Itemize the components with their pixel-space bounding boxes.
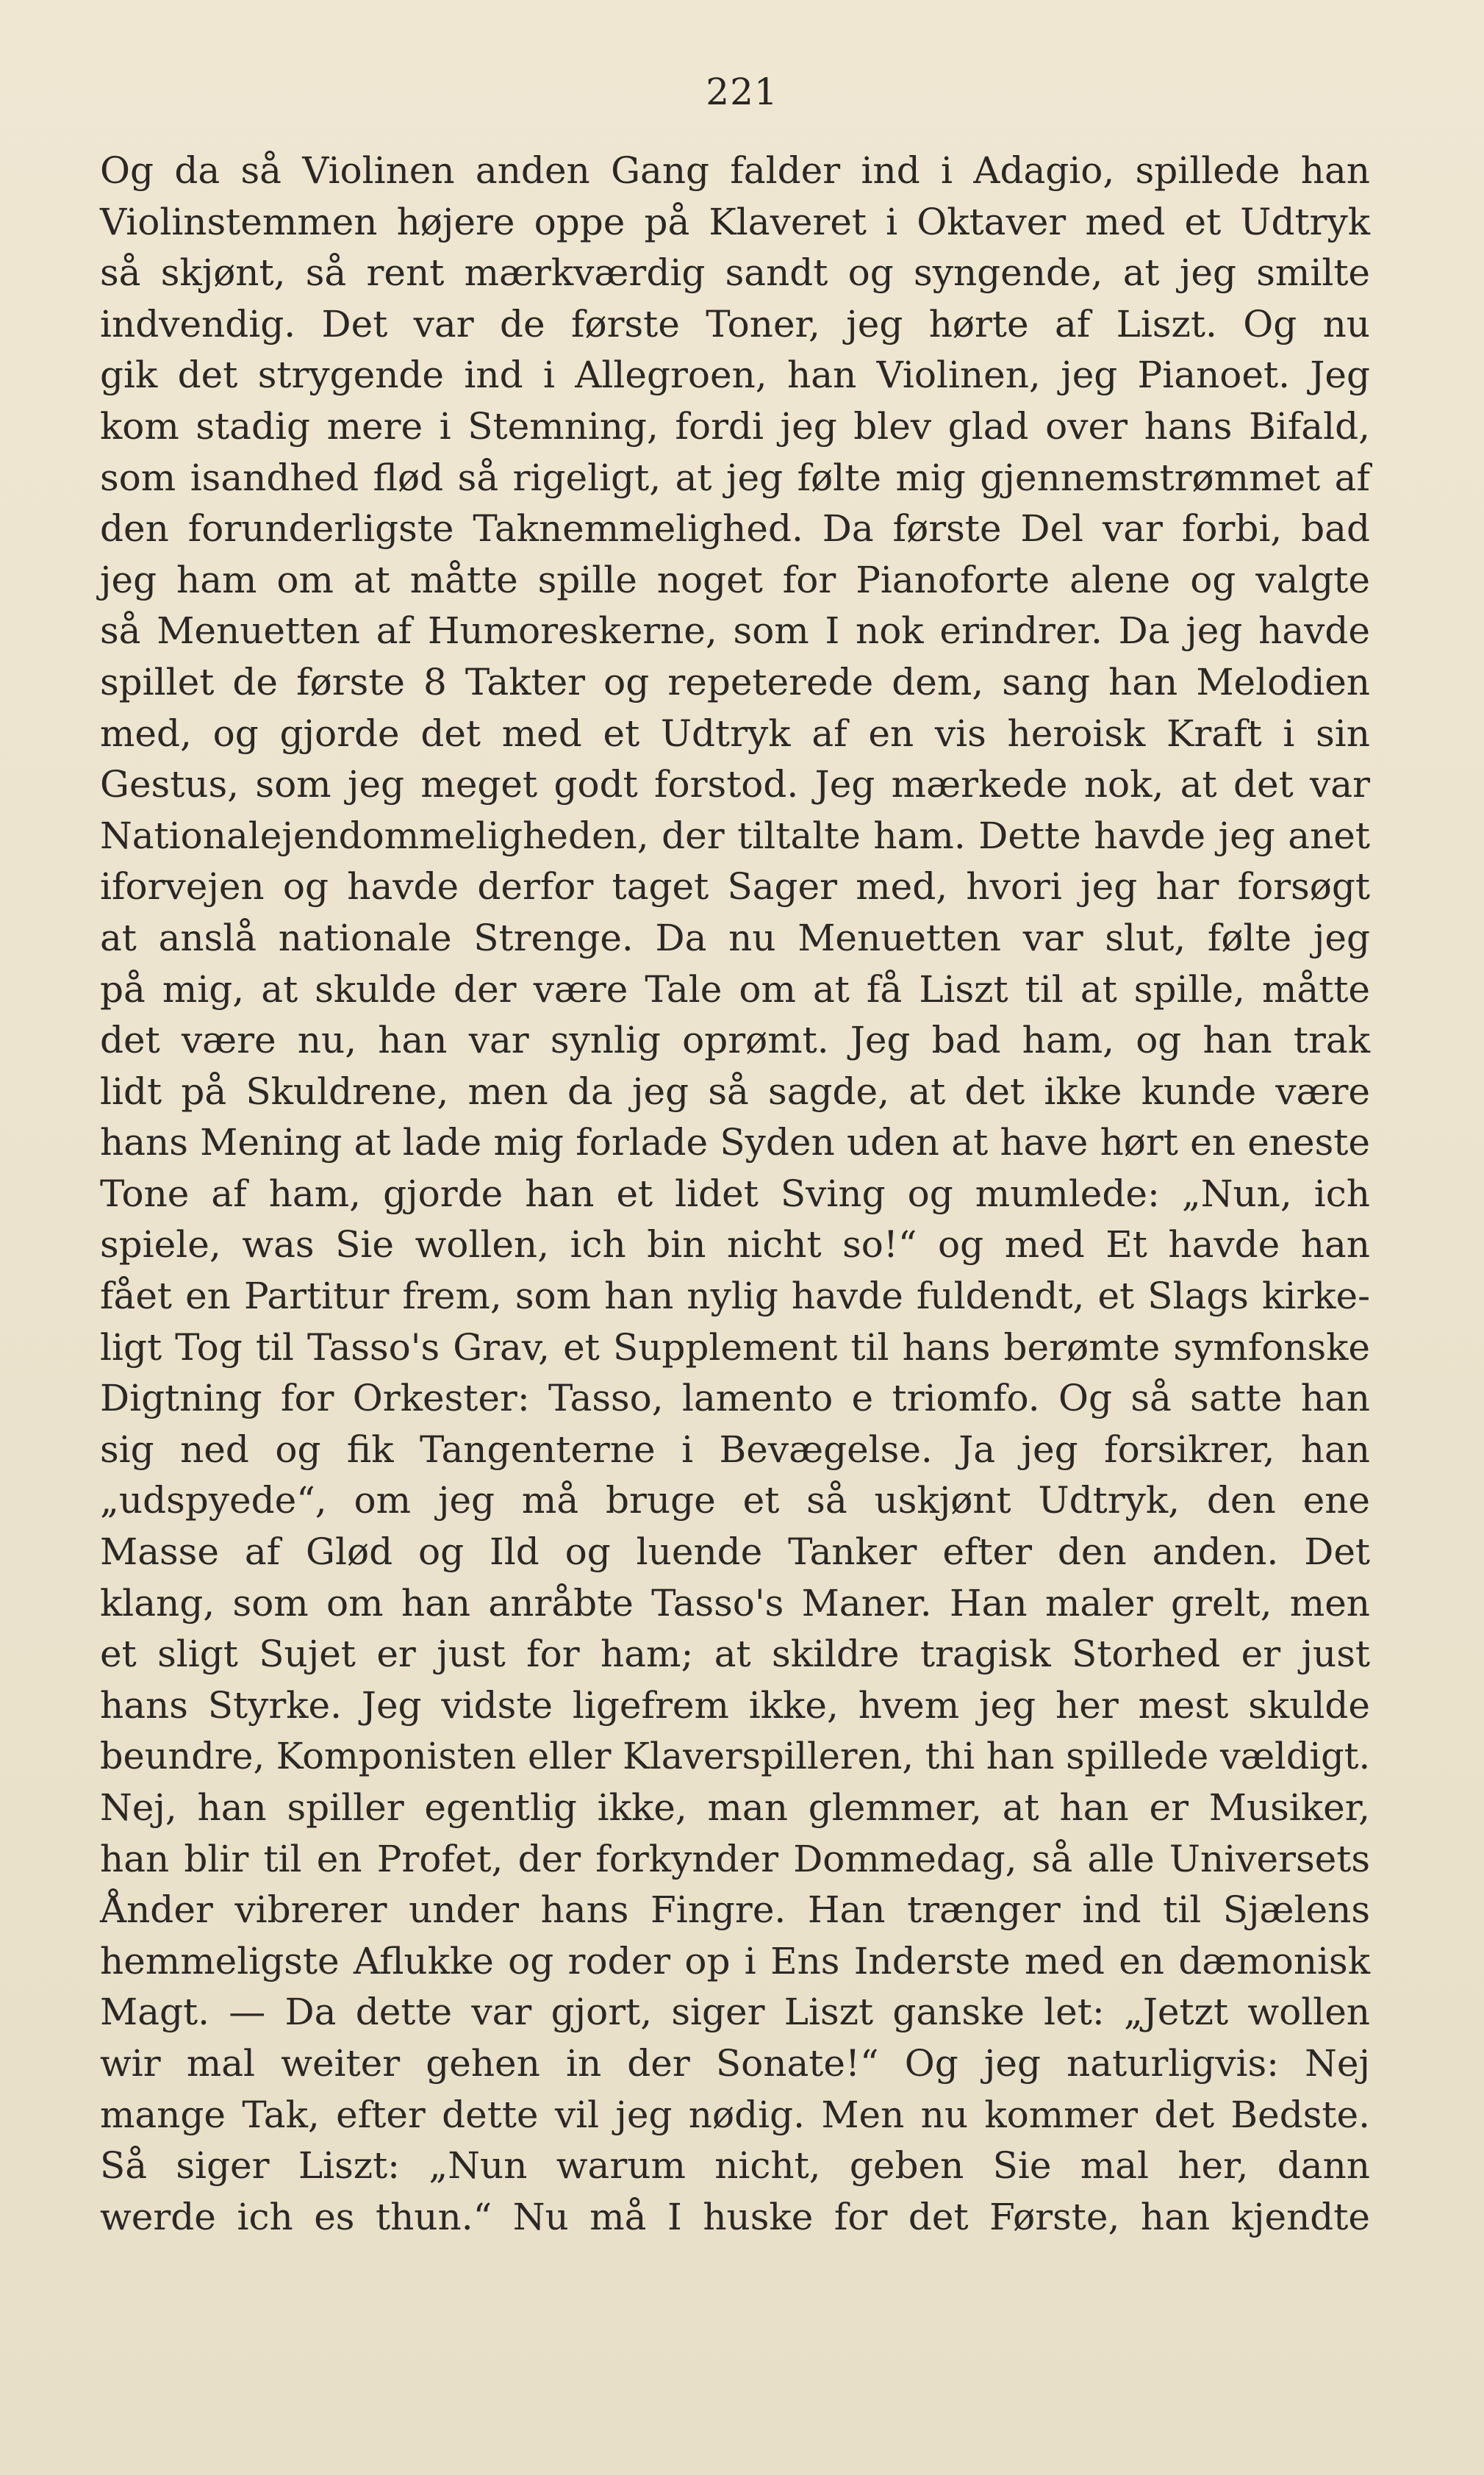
text-line: lidt på Skuldrene, men da jeg så sagde, at det ikke kunde være [100, 1070, 1370, 1113]
text-line: Så siger Liszt: „Nun warum nicht, geben Sie mal her, dann [100, 2144, 1370, 2188]
text-line: Masse af Glød og Ild og luende Tanker efter den anden. Det [100, 1530, 1370, 1574]
text-line: hans Styrke. Jeg vidste ligefrem ikke, hvem jeg her mest skulde [100, 1683, 1370, 1727]
text-line: Magt. — Da dette var gjort, siger Liszt ganske let: „Jetzt wollen [100, 1991, 1370, 2034]
text-line: Gestus, som jeg meget godt forstod. Jeg mærkede nok, at det var [100, 763, 1370, 806]
text-line: Digtning for Orkester: Tasso, lamento e triomfo. Og så satte han [100, 1377, 1370, 1420]
text-line: Violinstemmen højere oppe på Klaveret i Oktaver med et Udtryk [100, 200, 1370, 243]
text-line: Ånder vibrerer under hans Fingre. Han trænger ind til Sjælens [100, 1888, 1370, 1932]
text-line: jeg ham om at måtte spille noget for Pianoforte alene og valgte [100, 558, 1370, 601]
text-line: så Menuetten af Humoreskerne, som I nok erindrer. Da jeg havde [100, 609, 1370, 653]
text-line: hans Mening at lade mig forlade Syden uden at have hørt en eneste [100, 1121, 1370, 1164]
text-line: wir mal weiter gehen in der Sonate!“ Og jeg naturligvis: Nej [100, 2041, 1370, 2085]
text-line: på mig, at skulde der være Tale om at få Liszt til at spille, måtte [100, 967, 1370, 1011]
body-text [100, 146, 1370, 2243]
text-line: kom stadig mere i Stemning, fordi jeg blev glad over hans Bifald, [100, 404, 1370, 448]
text-line: iforvejen og havde derfor taget Sager med, hvori jeg har forsøgt [100, 865, 1370, 909]
text-line: Tone af ham, gjorde han et lidet Sving og mumlede: „Nun, ich [100, 1172, 1370, 1215]
text-line: „udspyede“, om jeg må bruge et så uskjønt Udtryk, den ene [100, 1479, 1370, 1522]
text-line: ligt Tog til Tasso's Grav, et Supplement til hans berømte symfonske [100, 1325, 1370, 1369]
text-line: mange Tak, efter dette vil jeg nødig. Men nu kommer det Bedste. [100, 2093, 1370, 2136]
text-line: som isandhed flød så rigeligt, at jeg følte mig gjennemstrømmet af [100, 456, 1370, 499]
text-line: spillet de første 8 Takter og repeterede dem, sang han Melodien [100, 660, 1370, 703]
text-line: werde ich es thun.“ Nu må I huske for det Første, han kjendte [100, 2195, 1370, 2238]
text-line: Og da så Violinen anden Gang falder ind i Adagio, spillede han [100, 149, 1370, 192]
text-line: fået en Partitur frem, som han nylig havde fuldendt, et Slags kirke- [100, 1275, 1370, 1318]
text-line: gik det strygende ind i Allegroen, han Violinen, jeg Pianoet. Jeg [100, 354, 1370, 397]
text-line: Nej, han spiller egentlig ikke, man glemmer, at han er Musiker, [100, 1786, 1370, 1829]
text-line: sig ned og fik Tangenterne i Bevægelse. Ja jeg forsikrer, han [100, 1428, 1370, 1471]
text-line: hemmeligste Aflukke og roder op i Ens Inderste med en dæmonisk [100, 1939, 1370, 1982]
text-line: det være nu, han var synlig oprømt. Jeg bad ham, og han trak [100, 1019, 1370, 1062]
page-number: 221 [706, 71, 778, 113]
text-line: han blir til en Profet, der forkynder Dommedag, så alle Universets [100, 1837, 1370, 1880]
text-line: så skjønt, så rent mærkværdig sandt og syngende, at jeg smilte [100, 251, 1370, 295]
text-line: beundre, Komponisten eller Klaverspilleren, thi han spillede vældigt. [100, 1735, 1371, 1778]
text-line: klang, som om han anråbte Tasso's Maner. Han maler grelt, men [100, 1581, 1370, 1625]
text-line: at anslå nationale Strenge. Da nu Menuetten var slut, følte jeg [100, 916, 1370, 959]
text-line: indvendig. Det var de første Toner, jeg hørte af Liszt. Og nu [100, 302, 1370, 345]
text-line: den forunderligste Taknemmelighed. Da første Del var forbi, bad [100, 507, 1370, 551]
text-line: spiele, was Sie wollen, ich bin nicht so!“ og med Et havde han [100, 1223, 1370, 1267]
text-line: Nationalejendommeligheden, der tiltalte ham. Dette havde jeg anet [100, 814, 1370, 857]
text-line: et sligt Sujet er just for ham; at skildre tragisk Storhed er just [100, 1633, 1370, 1676]
text-line: med, og gjorde det med et Udtryk af en vis heroisk Kraft i sin [100, 712, 1370, 755]
